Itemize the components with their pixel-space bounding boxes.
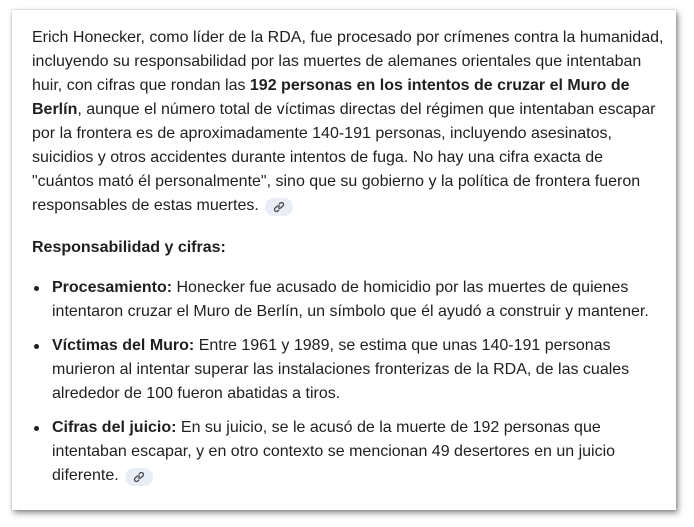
- bullet-dot: [34, 344, 39, 349]
- answer-content: [32, 26, 664, 498]
- bullet-text: Entre 1961 y 1989, se estima que unas 140-191 personas murieron al intentar superar las instalaciones fronterizas de la RDA, de las cuales alrededor de 100 fueron abatidas a tiros.: [52, 337, 630, 402]
- bullet-title: Cifras del juicio:: [52, 419, 177, 436]
- list-item: [32, 416, 664, 488]
- bullet-text: Honecker fue acusado de homicidio por las muertes de quienes intentaron cruzar el Muro de Berlín, un símbolo que él ayudó a construir y mantener.: [52, 279, 649, 320]
- source-link-chip[interactable]: [125, 468, 153, 486]
- bullet-text: En su juicio, se le acusó de la muerte de 192 personas que intentaban escapar, y en otro contexto se mencionan 49 desertores en un juicio diferente.: [52, 419, 616, 484]
- link-icon: [273, 201, 285, 213]
- list-item: [32, 276, 664, 324]
- link-icon: [133, 471, 145, 483]
- bullet-list: [32, 276, 664, 488]
- list-item: [32, 334, 664, 406]
- section-heading: Responsabilidad y cifras:: [32, 239, 226, 256]
- intro-text-start: Erich Honecker, como líder de la RDA, fue procesado por crímenes contra la humanidad, incluyendo su responsabilidad por las muertes de alemanes orientales que intentaban huir, con cifras que rondan las: [32, 29, 664, 94]
- source-link-chip[interactable]: [265, 198, 293, 216]
- bullet-title: Procesamiento:: [52, 279, 173, 296]
- intro-text-end: , aunque el número total de víctimas directas del régimen que intentaban escapar por la frontera es de aproximadamente 140-191 personas, incluyendo asesinatos, suicidios y otros accidentes durante intentos de fuga. No hay una cifra exacta de "cuántos mató él personalmente", sino que su gobierno y la política de frontera fueron responsables de estas muertes.: [32, 101, 656, 214]
- bullet-dot: [34, 286, 39, 291]
- answer-card: [12, 10, 676, 510]
- intro-bold-text: 192 personas en los intentos de cruzar el Muro de Berlín: [32, 77, 630, 118]
- bullet-title: Víctimas del Muro:: [52, 337, 195, 354]
- bullet-dot: [34, 426, 39, 431]
- intro-paragraph: [32, 26, 664, 218]
